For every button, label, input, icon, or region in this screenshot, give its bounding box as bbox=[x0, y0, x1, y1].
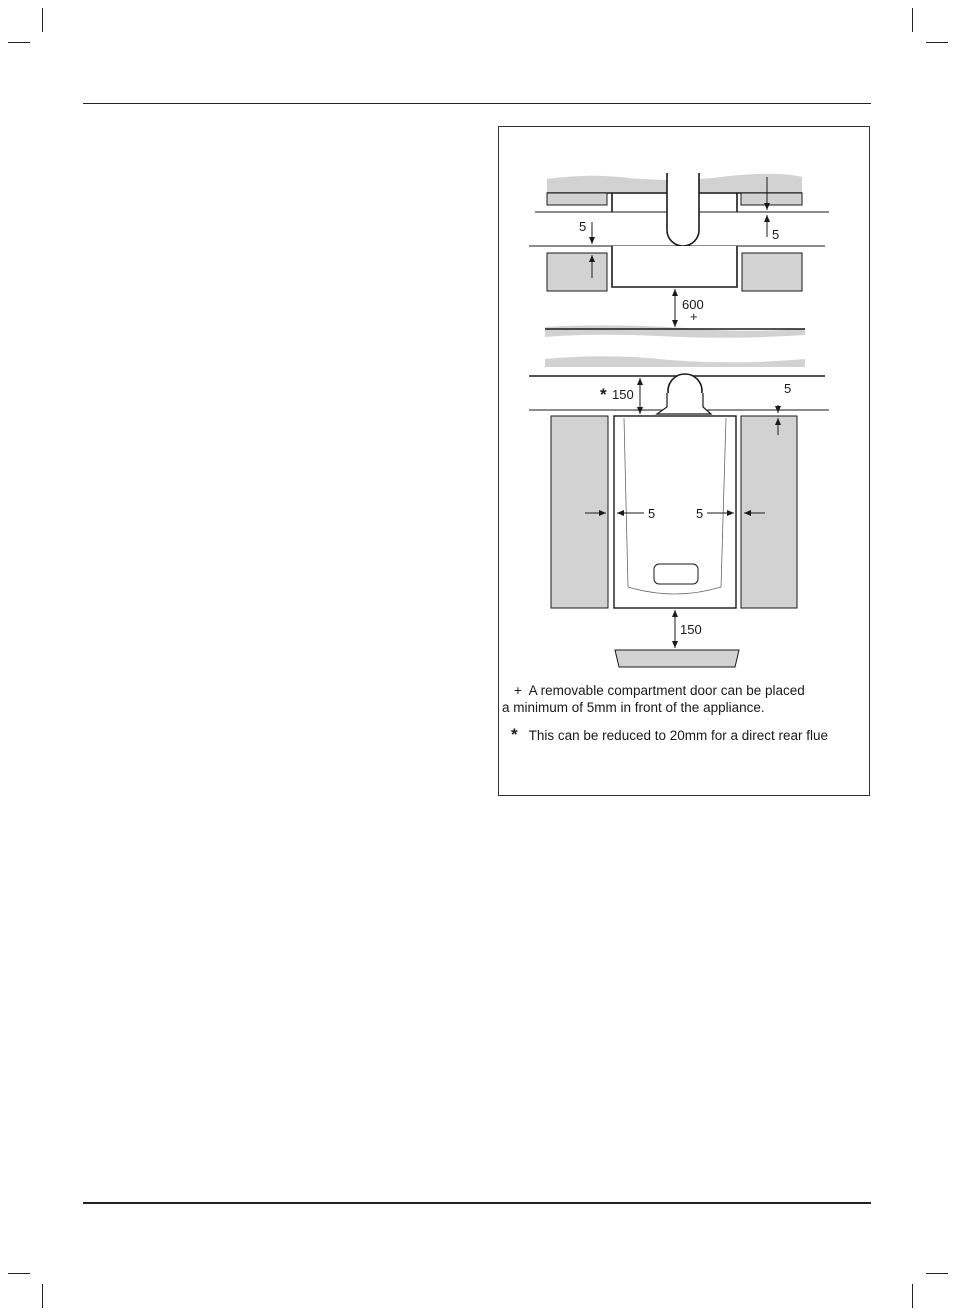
flue-pipe-top-view bbox=[667, 173, 699, 246]
cabinet-right-lower bbox=[742, 253, 802, 291]
bottom-surface bbox=[615, 650, 739, 667]
note-text: This can be reduced to 20mm for a direct rear flue bbox=[528, 728, 829, 743]
cabinet-left-upper bbox=[547, 193, 607, 205]
note-star bbox=[511, 726, 828, 744]
cabinet-right-front bbox=[741, 416, 797, 608]
clearance-figure bbox=[498, 126, 870, 796]
crop-mark bbox=[926, 42, 948, 43]
note-plus-line1 bbox=[514, 682, 805, 699]
dim-label: 5 bbox=[772, 227, 780, 242]
note-text: a minimum of 5mm in front of the appliance. bbox=[502, 700, 765, 715]
dim-label: * bbox=[600, 385, 607, 404]
header-rule bbox=[83, 103, 871, 104]
crop-mark bbox=[912, 8, 913, 32]
footer-rule bbox=[83, 1202, 871, 1204]
cabinet-left-front bbox=[551, 416, 608, 608]
crop-mark bbox=[926, 1273, 948, 1274]
front-door-top-view bbox=[545, 325, 805, 337]
note-text: A removable compartment door can be placed bbox=[528, 683, 805, 698]
appliance-display bbox=[654, 564, 698, 584]
crop-mark bbox=[42, 1284, 43, 1308]
crop-mark bbox=[8, 1273, 30, 1274]
dim-label: + bbox=[690, 309, 698, 324]
plus-symbol: + bbox=[514, 683, 522, 698]
star-symbol: * bbox=[511, 725, 518, 744]
crop-mark bbox=[912, 1284, 913, 1308]
crop-mark bbox=[8, 42, 30, 43]
front-view-section bbox=[529, 356, 829, 667]
top-view-section bbox=[529, 173, 829, 338]
dim-label: 5 bbox=[579, 219, 587, 234]
dim-label: 5 bbox=[784, 381, 792, 396]
cabinet-right-upper bbox=[741, 193, 802, 205]
appliance-top-view bbox=[612, 246, 737, 287]
dim-label: 150 bbox=[612, 387, 634, 402]
dim-label: 600 bbox=[682, 297, 704, 312]
dim-label: 150 bbox=[680, 622, 702, 637]
crop-mark bbox=[42, 8, 43, 32]
flue-bracket bbox=[657, 393, 711, 414]
cabinet-left-lower bbox=[547, 253, 607, 291]
dim-label: 5 bbox=[648, 506, 656, 521]
ceiling bbox=[545, 356, 805, 367]
note-plus-line2 bbox=[502, 699, 765, 716]
dim-label: 5 bbox=[696, 506, 704, 521]
